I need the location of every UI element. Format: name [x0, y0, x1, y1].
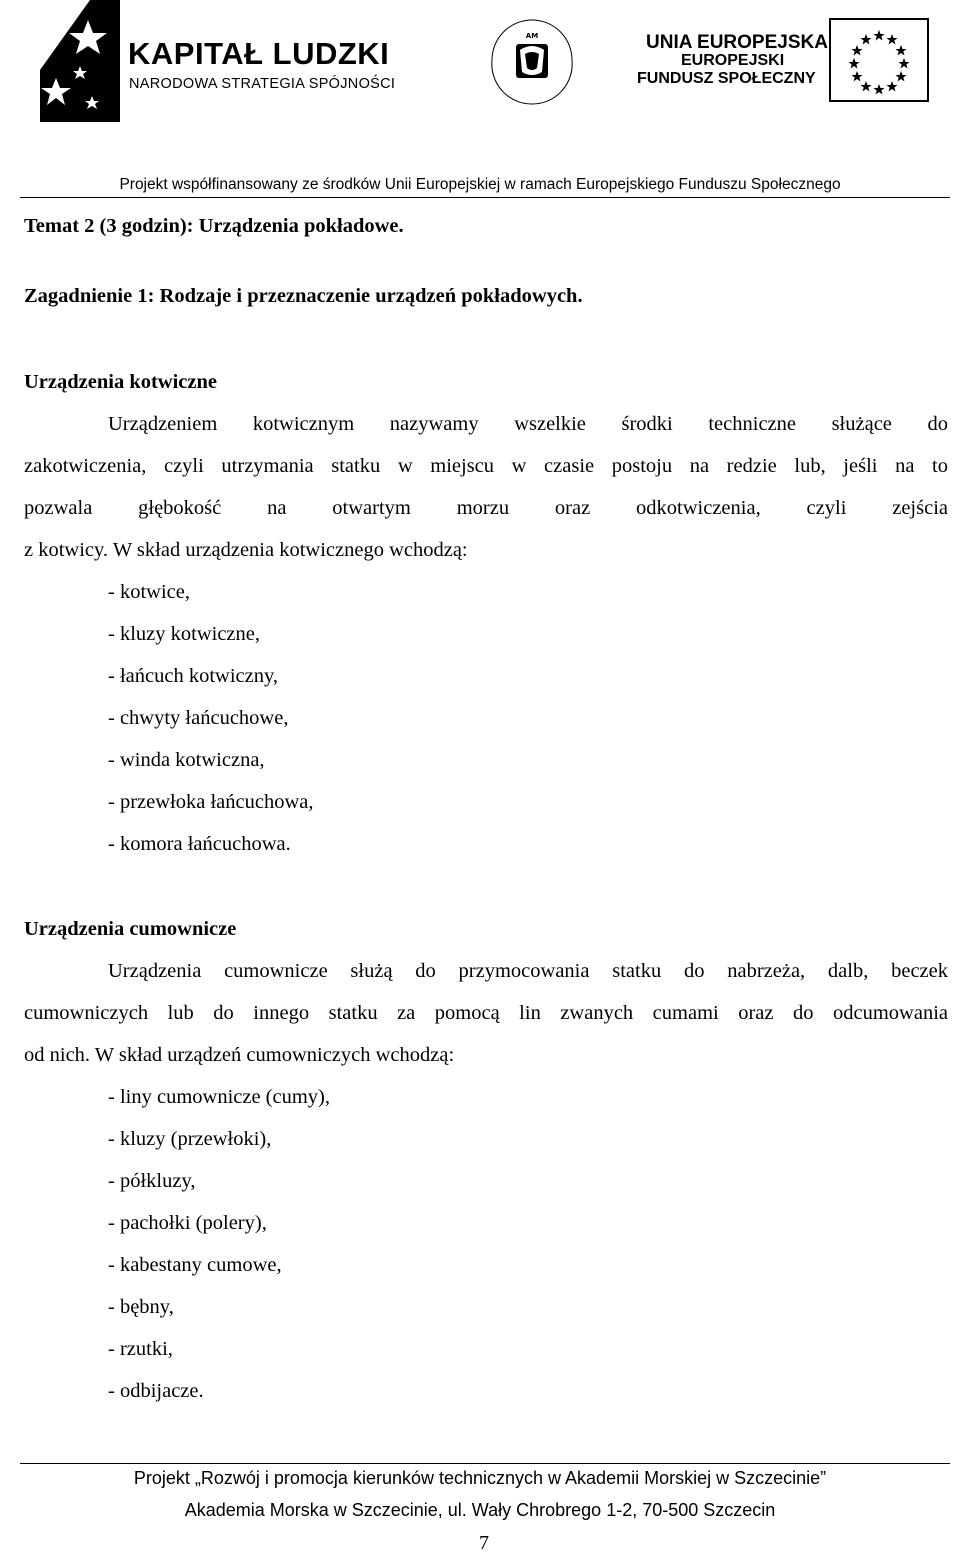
list-item: - przewłoka łańcuchowa, — [108, 791, 314, 813]
list-item: - kluzy kotwiczne, — [108, 623, 260, 645]
list-item: - kabestany cumowe, — [108, 1254, 282, 1276]
header-caption: Projekt współfinansowany ze środków Unii Europejskiej w ramach Europejskiego Funduszu Społecznego — [119, 176, 841, 193]
list-item: - winda kotwiczna, — [108, 749, 265, 771]
footer-project: Projekt „Rozwój i promocja kierunków technicznych w Akademii Morskiej w Szczecinie” — [133, 1468, 827, 1488]
paragraph-line: Urządzenia cumownicze służą do przymocowania statku do nabrzeża, dalb, beczek — [108, 960, 948, 982]
list-item: - pachołki (polery), — [108, 1212, 267, 1234]
kapital-ludzki-logo — [40, 0, 120, 122]
topic-heading: Temat 2 (3 godzin): Urządzenia pokładowe. — [24, 215, 404, 237]
eu-label-line3: FUNDUSZ SPOŁECZNY — [637, 70, 816, 87]
list-item: - bębny, — [108, 1296, 174, 1318]
document-body — [24, 205, 948, 1412]
paragraph-line: od nich. W skład urządzeń cumowniczych wchodzą: — [24, 1044, 455, 1066]
paragraph-line: pozwala głębokość na otwartym morzu oraz odkotwiczenia, czyli zejścia — [24, 497, 948, 519]
list-item: - półkluzy, — [108, 1170, 196, 1192]
kapital-ludzki-subtitle: NARODOWA STRATEGIA SPÓJNOŚCI — [129, 76, 396, 92]
page-number: 7 — [479, 1532, 489, 1554]
section-heading-mooring: Urządzenia cumownicze — [24, 918, 237, 940]
eu-label-line1: UNIA EUROPEJSKA — [646, 32, 828, 53]
kapital-ludzki-title: KAPITAŁ LUDZKI — [128, 36, 390, 71]
paragraph-line: cumowniczych lub do innego statku za pomocą lin zwanych cumami oraz do odcumowania — [24, 1002, 948, 1024]
list-item: - łańcuch kotwiczny, — [108, 665, 279, 687]
footer-divider — [20, 1463, 950, 1464]
section-heading-anchoring: Urządzenia kotwiczne — [24, 371, 217, 393]
list-item: - chwyty łańcuchowe, — [108, 707, 289, 729]
list-item: - liny cumownicze (cumy), — [108, 1086, 331, 1108]
paragraph-line: z kotwicy. W skład urządzenia kotwicznego wchodzą: — [24, 539, 468, 561]
eu-flag-icon — [829, 18, 929, 102]
svg-text:AM: AM — [525, 32, 539, 40]
list-item: - komora łańcuchowa. — [108, 833, 291, 855]
paragraph-line: Urządzeniem kotwicznym nazywamy wszelkie środki techniczne służące do — [108, 413, 948, 435]
list-item: - kotwice, — [108, 581, 190, 603]
academy-seal-logo — [488, 16, 576, 108]
issue-heading: Zagadnienie 1: Rodzaje i przeznaczenie urządzeń pokładowych. — [24, 285, 583, 307]
list-item: - kluzy (przewłoki), — [108, 1128, 272, 1150]
header-divider — [20, 197, 950, 198]
list-item: - odbijacze. — [108, 1380, 204, 1402]
footer-address: Akademia Morska w Szczecinie, ul. Wały Chrobrego 1-2, 70-500 Szczecin — [184, 1500, 776, 1520]
paragraph-line: zakotwiczenia, czyli utrzymania statku w miejscu w czasie postoju na redzie lub, jeśli na to — [24, 455, 948, 477]
eu-label-line2: EUROPEJSKI — [681, 52, 785, 69]
list-item: - rzutki, — [108, 1338, 173, 1360]
